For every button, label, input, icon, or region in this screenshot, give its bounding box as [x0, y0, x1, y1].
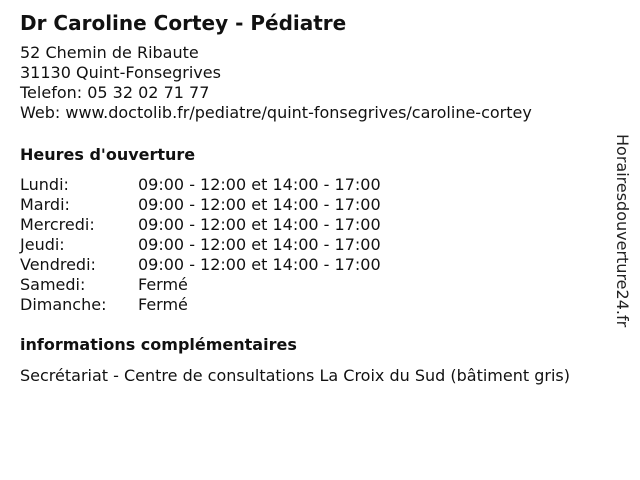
city-address: 31130 Quint-Fonsegrives: [20, 63, 221, 82]
day-label: Dimanche:: [20, 295, 107, 314]
hours-table: [20, 175, 610, 315]
website: Web: www.doctolib.fr/pediatre/quint-fonsegrives/caroline-cortey: [20, 103, 532, 122]
opening-time: 09:00 - 12:00 et 14:00 - 17:00: [138, 195, 381, 214]
site-watermark: Horairesdouverture24.fr: [613, 134, 632, 328]
opening-time: 09:00 - 12:00 et 14:00 - 17:00: [138, 255, 381, 274]
day-label: Mardi:: [20, 195, 70, 214]
address-block: [20, 43, 610, 123]
opening-time: 09:00 - 12:00 et 14:00 - 17:00: [138, 235, 381, 254]
hours-row: [20, 295, 610, 315]
info-heading: informations complémentaires: [20, 335, 297, 354]
day-label: Mercredi:: [20, 215, 95, 234]
opening-time: 09:00 - 12:00 et 14:00 - 17:00: [138, 215, 381, 234]
hours-row: [20, 235, 610, 255]
day-label: Samedi:: [20, 275, 86, 294]
day-label: Lundi:: [20, 175, 69, 194]
day-label: Vendredi:: [20, 255, 96, 274]
opening-time: Fermé: [138, 275, 188, 294]
page-title: Dr Caroline Cortey - Pédiatre: [20, 11, 347, 35]
hours-row: [20, 255, 610, 275]
hours-heading: Heures d'ouverture: [20, 145, 196, 164]
hours-row: [20, 195, 610, 215]
day-label: Jeudi:: [20, 235, 65, 254]
hours-row: [20, 215, 610, 235]
opening-time: 09:00 - 12:00 et 14:00 - 17:00: [138, 175, 381, 194]
street-address: 52 Chemin de Ribaute: [20, 43, 199, 62]
info-text: Secrétariat - Centre de consultations La Croix du Sud (bâtiment gris): [20, 366, 570, 385]
opening-time: Fermé: [138, 295, 188, 314]
phone-number: Telefon: 05 32 02 71 77: [20, 83, 210, 102]
business-card: [20, 10, 610, 386]
hours-row: [20, 275, 610, 295]
hours-row: [20, 175, 610, 195]
